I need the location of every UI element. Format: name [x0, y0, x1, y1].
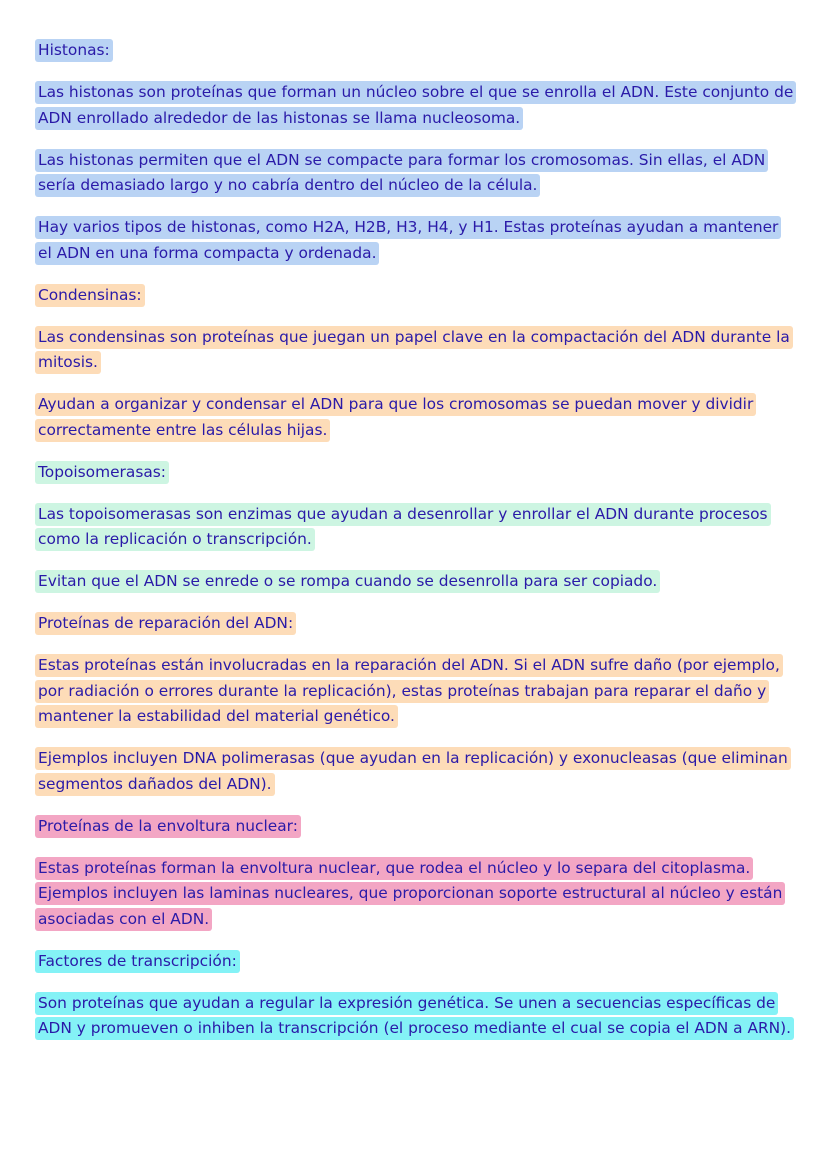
heading-text: Proteínas de reparación del ADN: — [35, 612, 296, 635]
paragraph-text: Las histonas son proteínas que forman un núcleo sobre el que se enrolla el ADN. Este conjunto de ADN enrollado alrededor de las histonas se llama nucleosoma. — [35, 81, 796, 130]
document-page — [35, 38, 795, 1058]
heading-envoltura-nuclear — [35, 814, 795, 840]
paragraph-text: Hay varios tipos de histonas, como H2A, H2B, H3, H4, y H1. Estas proteínas ayudan a mantener el ADN en una forma compacta y ordenada. — [35, 216, 781, 265]
paragraph-text: Las histonas permiten que el ADN se compacte para formar los cromosomas. Sin ellas, el ADN sería demasiado largo y no cabría dentro del núcleo de la célula. — [35, 149, 768, 198]
paragraph-topoisomerasas-evitan — [35, 569, 795, 595]
paragraph-factores-transcripcion — [35, 991, 795, 1042]
heading-text: Factores de transcripción: — [35, 950, 240, 973]
heading-topoisomerasas — [35, 460, 795, 486]
paragraph-histonas-nucleosoma — [35, 80, 795, 131]
heading-condensinas — [35, 283, 795, 309]
heading-factores-transcripcion — [35, 949, 795, 975]
heading-reparacion — [35, 611, 795, 637]
paragraph-envoltura-nuclear — [35, 856, 795, 933]
heading-text: Topoisomerasas: — [35, 461, 169, 484]
paragraph-text: Las condensinas son proteínas que juegan un papel clave en la compactación del ADN durante la mitosis. — [35, 326, 793, 375]
heading-histonas — [35, 38, 795, 64]
paragraph-text: Estas proteínas están involucradas en la reparación del ADN. Si el ADN sufre daño (por ejemplo, por radiación o errores durante la replicación), estas proteínas trabajan para reparar el daño y mantener la estabilidad del material genético. — [35, 654, 783, 728]
paragraph-text: Son proteínas que ayudan a regular la expresión genética. Se unen a secuencias específicas de ADN y promueven o inhiben la transcripción (el proceso mediante el cual se copia el ADN a ARN). — [35, 992, 794, 1041]
paragraph-text: Las topoisomerasas son enzimas que ayudan a desenrollar y enrollar el ADN durante procesos como la replicación o transcripción. — [35, 503, 771, 552]
paragraph-condensinas-organizar — [35, 392, 795, 443]
paragraph-topoisomerasas-enzimas — [35, 502, 795, 553]
paragraph-histonas-cromosomas — [35, 148, 795, 199]
paragraph-text: Ejemplos incluyen DNA polimerasas (que ayudan en la replicación) y exonucleasas (que eliminan segmentos dañados del ADN). — [35, 747, 791, 796]
heading-text: Histonas: — [35, 39, 113, 62]
paragraph-condensinas-mitosis — [35, 325, 795, 376]
paragraph-reparacion-ejemplos — [35, 746, 795, 797]
heading-text: Proteínas de la envoltura nuclear: — [35, 815, 301, 838]
paragraph-text: Ayudan a organizar y condensar el ADN para que los cromosomas se puedan mover y dividir correctamente entre las células hijas. — [35, 393, 756, 442]
paragraph-text: Evitan que el ADN se enrede o se rompa cuando se desenrolla para ser copiado. — [35, 570, 660, 593]
heading-text: Condensinas: — [35, 284, 145, 307]
paragraph-text: Estas proteínas forman la envoltura nuclear, que rodea el núcleo y lo separa del citoplasma. Ejemplos incluyen las laminas nucleares, que proporcionan soporte estructural al núcleo y están asociadas con el ADN. — [35, 857, 785, 931]
paragraph-reparacion-dano — [35, 653, 795, 730]
paragraph-histonas-tipos — [35, 215, 795, 266]
